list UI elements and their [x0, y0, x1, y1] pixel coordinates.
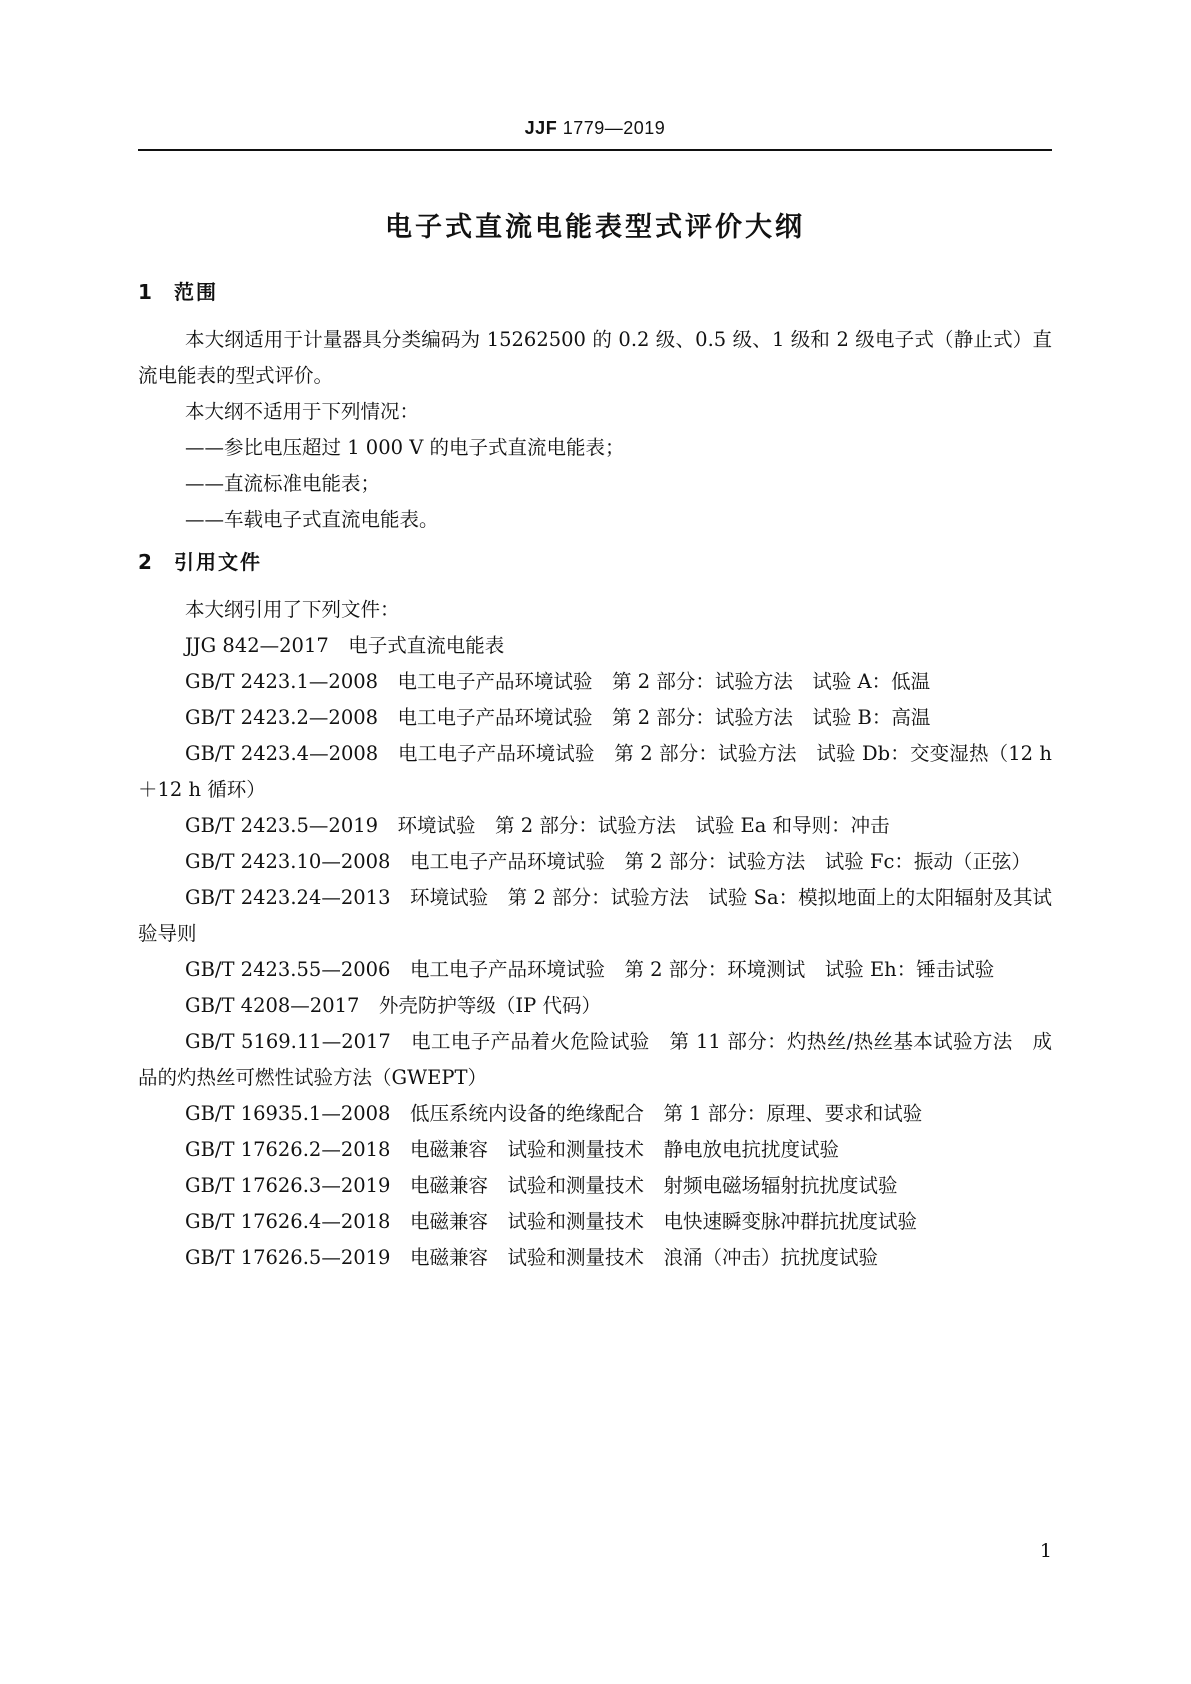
section-1-title: 范围 — [174, 280, 218, 304]
section-2-heading — [138, 546, 262, 575]
reference-item: GB/T 17626.3—2019 电磁兼容 试验和测量技术 射频电磁场辐射抗扰度试验 — [185, 1174, 898, 1197]
header-prefix: JJF — [524, 118, 558, 138]
reference-item: GB/T 2423.55—2006 电工电子产品环境试验 第 2 部分：环境测试 试验 Eh：锤击试验 — [185, 958, 995, 981]
scope-exclusion-item: ——直流标准电能表； — [185, 472, 381, 495]
references-intro: 本大纲引用了下列文件： — [185, 598, 400, 621]
reference-item: GB/T 2423.1—2008 电工电子产品环境试验 第 2 部分：试验方法 试验 A：低温 — [185, 670, 931, 693]
reference-item: GB/T 2423.4—2008 电工电子产品环境试验 第 2 部分：试验方法 试验 Db：交变湿热（12 h＋12 h 循环） — [138, 742, 1052, 801]
scope-exclusion-intro: 本大纲不适用于下列情况： — [185, 400, 420, 423]
scope-exclusion-item: ——车载电子式直流电能表。 — [185, 508, 439, 531]
section-1-number: 1 — [138, 280, 154, 304]
header-rule — [138, 149, 1052, 151]
reference-item: GB/T 4208—2017 外壳防护等级（IP 代码） — [185, 994, 601, 1017]
reference-item: GB/T 2423.2—2008 电工电子产品环境试验 第 2 部分：试验方法 试验 B：高温 — [185, 706, 931, 729]
reference-item: GB/T 2423.24—2013 环境试验 第 2 部分：试验方法 试验 Sa：模拟地面上的太阳辐射及其试验导则 — [138, 886, 1052, 945]
section-2-number: 2 — [138, 550, 154, 574]
scope-paragraph: 本大纲适用于计量器具分类编码为 15262500 的 0.2 级、0.5 级、1 级和 2 级电子式（静止式）直流电能表的型式评价。 — [138, 328, 1052, 387]
document-title: 电子式直流电能表型式评价大纲 — [385, 212, 805, 243]
reference-item: GB/T 16935.1—2008 低压系统内设备的绝缘配合 第 1 部分：原理、要求和试验 — [185, 1102, 923, 1125]
header-code: 1779—2019 — [562, 118, 666, 138]
section-2-body — [138, 592, 1052, 1276]
section-1-heading — [138, 276, 218, 305]
scope-exclusion-item: ——参比电压超过 1 000 V 的电子式直流电能表； — [185, 436, 625, 459]
page-number: 1 — [1039, 1540, 1052, 1562]
reference-item: GB/T 17626.5—2019 电磁兼容 试验和测量技术 浪涌（冲击）抗扰度试验 — [185, 1246, 878, 1269]
running-header — [138, 118, 1052, 139]
reference-item: GB/T 2423.5—2019 环境试验 第 2 部分：试验方法 试验 Ea 和导则：冲击 — [185, 814, 890, 837]
reference-item: JJG 842—2017 电子式直流电能表 — [185, 634, 505, 657]
reference-item: GB/T 5169.11—2017 电工电子产品着火危险试验 第 11 部分：灼热丝/热丝基本试验方法 成品的灼热丝可燃性试验方法（GWEPT） — [138, 1030, 1052, 1089]
reference-item: GB/T 2423.10—2008 电工电子产品环境试验 第 2 部分：试验方法 试验 Fc：振动（正弦） — [185, 850, 1031, 873]
section-2-title: 引用文件 — [174, 550, 262, 574]
section-1-body — [138, 322, 1052, 538]
reference-item: GB/T 17626.4—2018 电磁兼容 试验和测量技术 电快速瞬变脉冲群抗扰度试验 — [185, 1210, 917, 1233]
reference-item: GB/T 17626.2—2018 电磁兼容 试验和测量技术 静电放电抗扰度试验 — [185, 1138, 839, 1161]
